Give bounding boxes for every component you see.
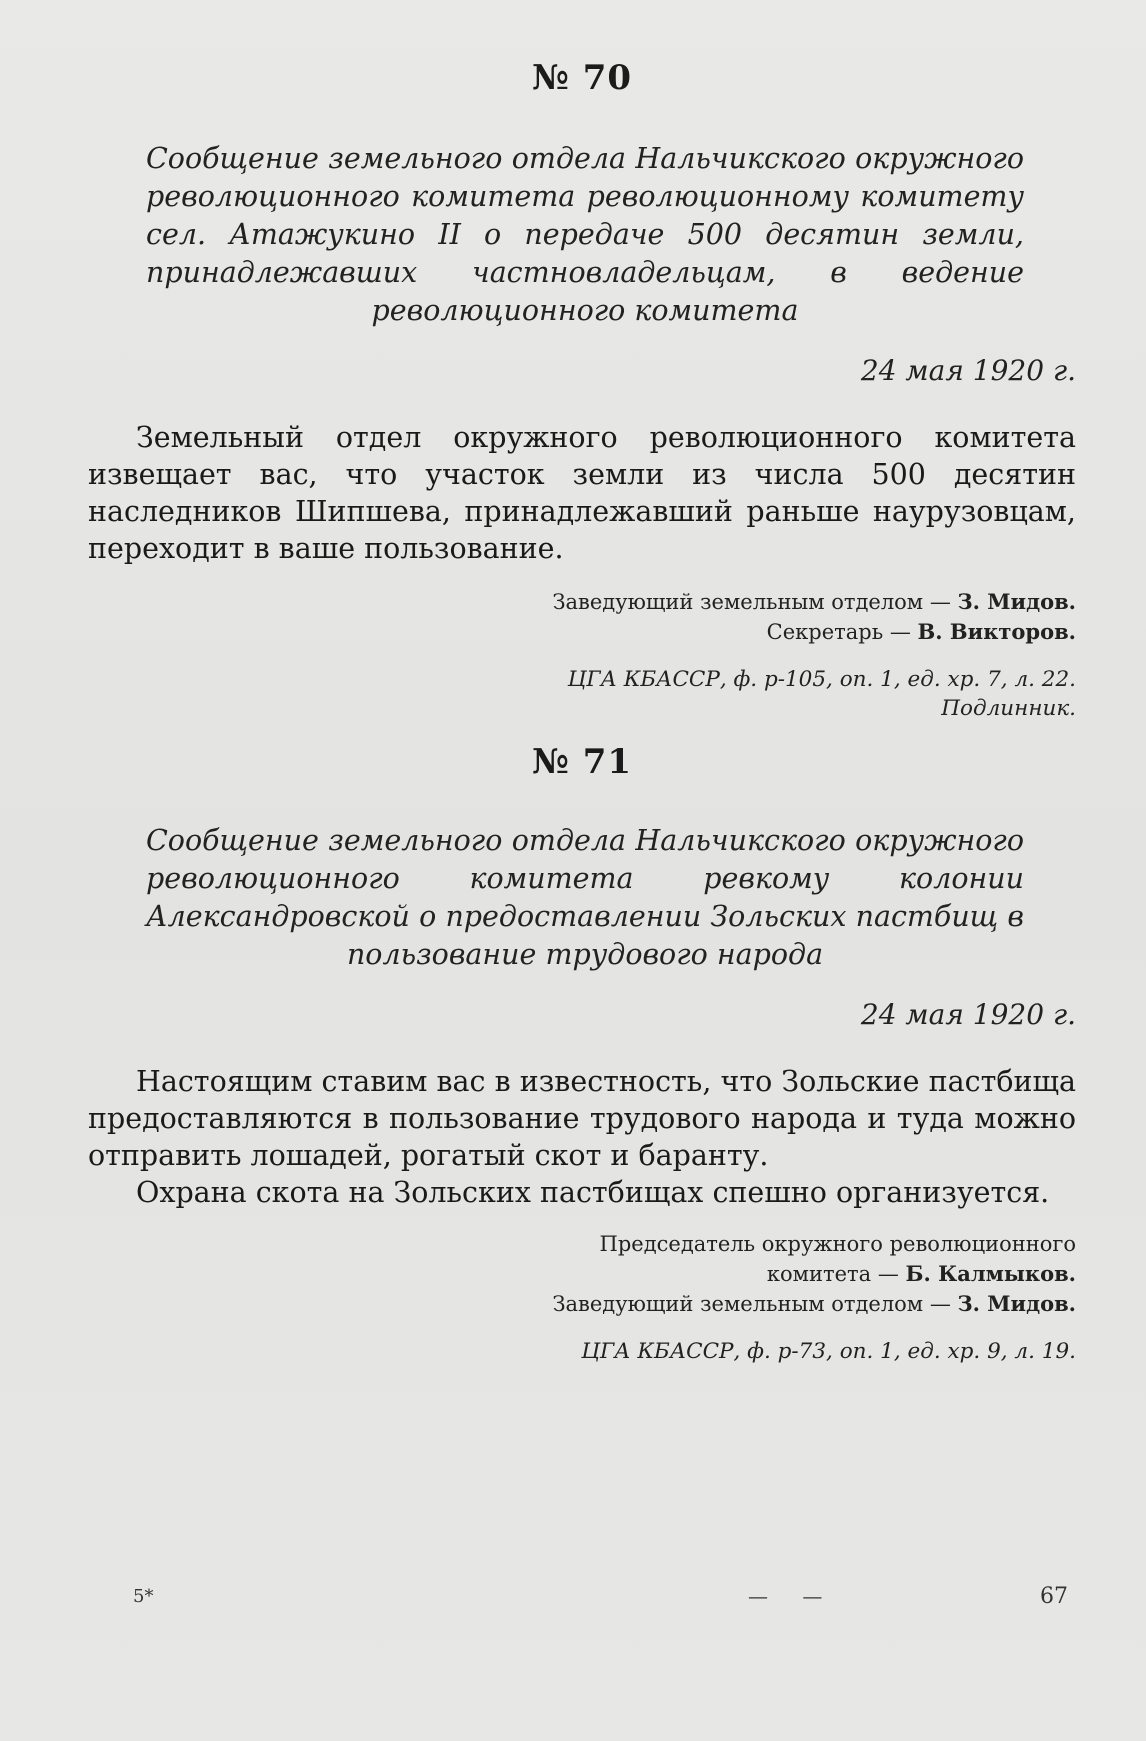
signature-role: Заведующий земельным отделом — — [552, 1292, 958, 1316]
signature-role: Секретарь — — [766, 620, 918, 644]
signature-name: В. Викторов. — [917, 619, 1076, 644]
body-paragraph: Земельный отдел окружного революционного комитета извещает вас, что участок земли из числа 500 десятин наследников Шипшева, принадлежавший раньше наурузовцам, переходит в ваше пользование. — [88, 421, 1076, 565]
signature-block — [88, 1229, 1076, 1319]
document-number: № 70 — [531, 58, 633, 98]
archive-reference — [88, 1337, 1076, 1366]
signature-role: комитета — — [766, 1262, 906, 1286]
page-number: 67 — [1040, 1584, 1068, 1609]
body-paragraph: Охрана скота на Зольских пастбищах спешно организуется. — [136, 1176, 1050, 1209]
document-70 — [88, 58, 1076, 723]
archive-ref: ЦГА КБАССР, ф. р-73, оп. 1, ед. хр. 9, л. 19. — [581, 1339, 1076, 1364]
document-body — [88, 419, 1076, 567]
document-number: № 71 — [531, 742, 633, 782]
signature-name: Б. Калмыков. — [905, 1261, 1076, 1286]
document-date: 24 мая 1920 г. — [860, 354, 1076, 387]
signature-line — [88, 617, 1076, 647]
signature-block — [88, 587, 1076, 647]
signature-mark: 5* — [133, 1586, 154, 1607]
body-paragraph: Настоящим ставим вас в известность, что Зольские пастбища предоставляются в пользование трудового народа и туда можно отправить лошадей, рогатый скот и баранту. — [88, 1065, 1076, 1172]
signature-line — [88, 1229, 1076, 1259]
signature-name: З. Мидов. — [957, 1291, 1076, 1316]
signature-name: З. Мидов. — [957, 589, 1076, 614]
document-title: Сообщение земельного отдела Нальчикского окружного революционного комитета ревкому колонии Александровской о предоставлении Зольских пастбищ в пользование трудового народа — [146, 824, 1024, 971]
document-date: 24 мая 1920 г. — [860, 998, 1076, 1031]
document-71 — [88, 742, 1076, 1366]
signature-line — [88, 1259, 1076, 1289]
signature-role: Председатель окружного революционного — [599, 1232, 1076, 1256]
archive-note: Подлинник. — [941, 696, 1076, 721]
document-body — [88, 1063, 1076, 1211]
footer-dashes: — — — [748, 1584, 837, 1608]
document-title: Сообщение земельного отдела Нальчикского окружного революционного комитета революционному комитету сел. Атажукино II о передаче 500 десятин земли, принадлежавших частновладельцам, в ведение революционного комитета — [146, 142, 1024, 327]
archive-ref: ЦГА КБАССР, ф. р-105, оп. 1, ед. хр. 7, л. 22. — [567, 667, 1076, 692]
signature-line — [88, 587, 1076, 617]
signature-line — [88, 1289, 1076, 1319]
archive-reference — [88, 665, 1076, 723]
signature-role: Заведующий земельным отделом — — [552, 590, 958, 614]
